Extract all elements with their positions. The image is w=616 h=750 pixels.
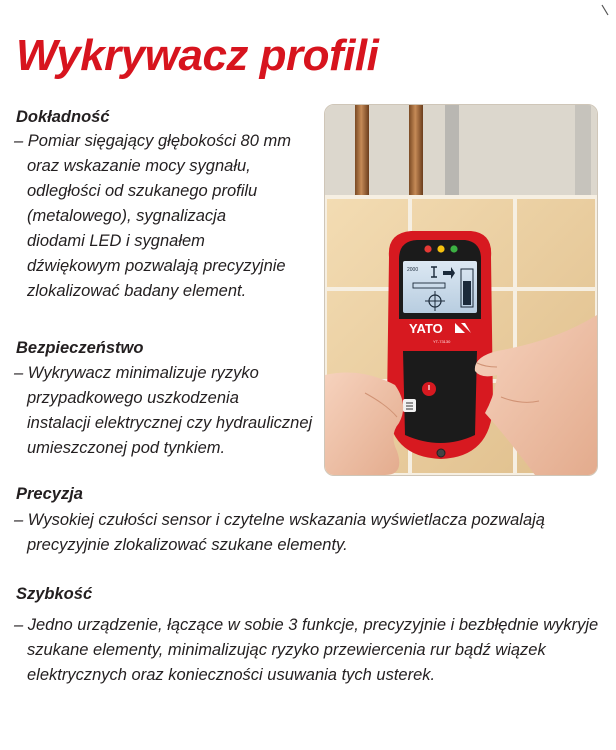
section-text-bezpieczenstwo (14, 361, 312, 461)
section-text-dokladnosc (14, 129, 291, 304)
text-line: odległości od szukanego profilu (27, 182, 258, 200)
screen-value: 2000 (407, 267, 419, 273)
product-photo (324, 104, 598, 476)
text-line: diodami LED i sygnałem (27, 232, 205, 250)
text-line: elektrycznych oraz konieczności usuwania tych usterek. (27, 666, 436, 684)
text-line: umieszczonej pod tynkiem. (27, 439, 226, 457)
section-text-precyzja (14, 508, 545, 558)
text-line: – Jedno urządzenie, łączące w sobie 3 funkcje, precyzyjnie i bezbłędnie wykryje (14, 616, 599, 634)
text-line: precyzyjnie zlokalizować szukane elementy. (27, 536, 348, 554)
section-heading-szybkosc: Szybkość (16, 585, 93, 603)
text-line: szukane elementy, minimalizując ryzyko przewiercenia rur bądź wiązek (27, 641, 546, 659)
section-heading-bezpieczenstwo: Bezpieczeństwo (16, 339, 144, 357)
corner-mark (600, 4, 610, 18)
section-heading-dokladnosc: Dokładność (16, 108, 110, 126)
page-title: Wykrywacz profili (16, 31, 379, 80)
text-line: – Pomiar sięgający głębokości 80 mm (14, 132, 291, 150)
stud-finder-device (387, 231, 493, 459)
left-hand (325, 373, 403, 475)
stud-finder-illustration (325, 105, 597, 475)
section-text-szybkosc (14, 613, 598, 688)
text-line: – Wysokiej czułości sensor i czytelne wskazania wyświetlacza pozwalają (14, 511, 545, 529)
text-line: instalacji elektrycznej czy hydraulicznej (27, 414, 313, 432)
text-line: zlokalizować badany element. (27, 282, 247, 300)
text-line: – Wykrywacz minimalizuje ryzyko (14, 364, 259, 382)
text-line: (metalowego), sygnalizacja (27, 207, 227, 225)
device-brand: YATO (409, 321, 443, 336)
text-line: przypadkowego uszkodzenia (27, 389, 239, 407)
text-line: oraz wskazanie mocy sygnału, (27, 157, 251, 175)
text-line: dźwiękowym pozwalają precyzyjnie (27, 257, 286, 275)
section-heading-precyzja: Precyzja (16, 485, 83, 503)
device-model: YT-73130 (433, 339, 451, 344)
